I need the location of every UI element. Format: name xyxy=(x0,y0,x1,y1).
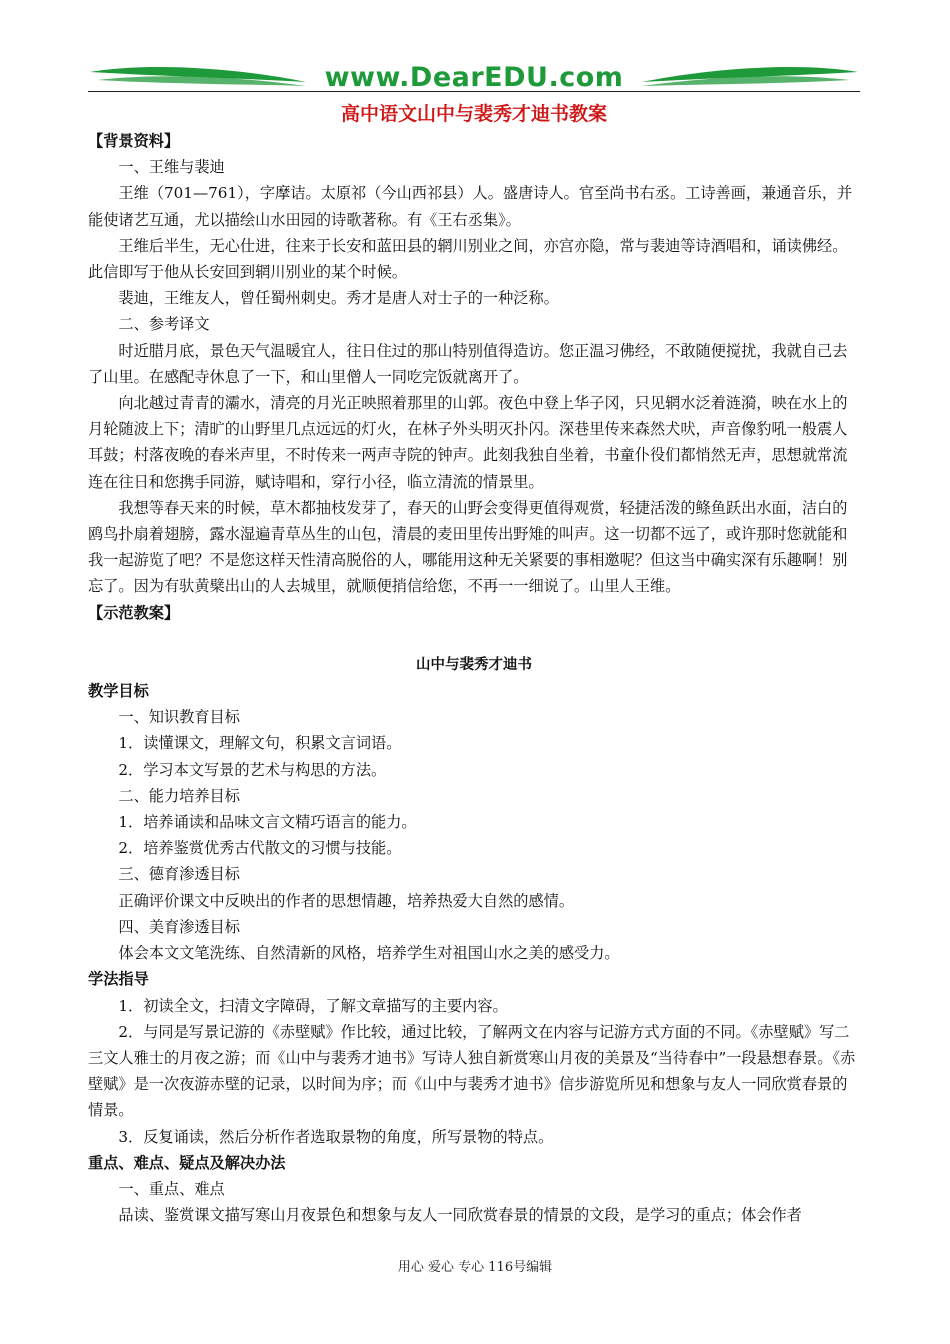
document-body xyxy=(88,128,860,1228)
subsection-title: 二、参考译文 xyxy=(118,315,210,334)
paragraph: 品读、鉴赏课文描写寒山月夜景色和想象与友人一同欣赏春景的情景的文段，是学习的重点；体会作者 xyxy=(118,1206,802,1225)
section-heading-keypoints: 重点、难点、疑点及解决办法 xyxy=(88,1153,286,1172)
header-rule xyxy=(88,91,860,92)
section-heading-plan: 【示范教案】 xyxy=(88,603,180,622)
paragraph: 王维后半生，无心仕进，往来于长安和蓝田县的辋川别业之间，亦宫亦隐，常与裴迪等诗酒唱和，诵读佛经。此信即写于他从长安回到辋川别业的某个时候。 xyxy=(88,236,848,282)
paragraph: 我想等春天来的时候，草木都抽枝发芽了，春天的山野会变得更值得观赏，轻捷活泼的鲦鱼跃出水面，洁白的鸥鸟扑扇着翅膀，露水湿遍青草丛生的山包，清晨的麦田里传出野雉的叫声。这一切都不远了，或许那时您就能和我一起游览了吧？不是您这样天性清高脱俗的人，哪能用这种无关紧要的事相邀呢？但这当中确实深有乐趣啊！别忘了。因为有驮黄檗出山的人去城里，就顺便捎信给您，不再一一细说了。山里人王维。 xyxy=(88,498,848,596)
subsection-title: 二、能力培养目标 xyxy=(118,786,240,805)
lesson-title: 山中与裴秀才迪书 xyxy=(416,655,532,673)
site-header xyxy=(88,60,860,98)
site-logo: www.DearEDU.com xyxy=(324,62,624,93)
paragraph: 正确评价课文中反映出的作者的思想情趣，培养热爱大自然的感情。 xyxy=(118,891,575,910)
list-item: 1．读懂课文，理解文句，积累文言词语。 xyxy=(118,734,402,753)
paragraph: 王维（701—761），字摩诘。太原祁（今山西祁县）人。盛唐诗人。官至尚书右丞。工诗善画，兼通音乐，并能使诸艺互通，尤以描绘山水田园的诗歌著称。有《王右丞集》。 xyxy=(88,184,853,229)
list-item: 2．培养鉴赏优秀古代散文的习惯与技能。 xyxy=(118,839,402,858)
document-title: 高中语文山中与裴秀才迪书教案 xyxy=(340,103,607,125)
list-item: 2．学习本文写景的艺术与构思的方法。 xyxy=(118,760,387,779)
blank-line xyxy=(88,626,860,652)
subsection-title: 一、重点、难点 xyxy=(118,1179,225,1198)
subsection-title: 一、王维与裴迪 xyxy=(118,158,225,177)
paragraph: 向北越过青青的灞水，清亮的月光正映照着那里的山郭。夜色中登上华子冈，只见辋水泛着涟漪，映在水上的月轮随波上下；清旷的山野里几点远远的灯火，在林子外头明灭扑闪。深巷里传来森然犬吠，声音像豹吼一般震人耳鼓；村落夜晚的春米声里，不时传来一两声寺院的钟声。此刻我独自坐着，书童仆役们都悄然无声，思想就常流连在往日和您携手同游，赋诗唱和，穿行小径，临立清流的情景里。 xyxy=(88,394,848,491)
list-item: 1．培养诵读和品味文言文精巧语言的能力。 xyxy=(118,813,417,832)
list-item: 2．与同是写景记游的《赤壁赋》作比较，通过比较，了解两文在内容与记游方式方面的不同。《赤壁赋》写二三文人雅士的月夜之游；而《山中与裴秀才迪书》写诗人独自新赏寒山月夜的美景及“当待春中”一段悬想春景。《赤壁赋》是一次夜游赤壁的记录，以时间为序；而《山中与裴秀才迪书》信步游览所见和想象与友人一同欣赏春景的情景。 xyxy=(88,1022,856,1120)
list-item: 3．反复诵读，然后分析作者选取景物的角度，所写景物的特点。 xyxy=(118,1127,554,1146)
list-item: 1．初读全文，扫清文字障碍，了解文章描写的主要内容。 xyxy=(118,996,508,1015)
subsection-title: 三、德育渗透目标 xyxy=(118,865,240,884)
page-footer: 用心 爱心 专心 116号编辑 xyxy=(397,1260,553,1275)
paragraph: 裴迪，王维友人，曾任蜀州刺史。秀才是唐人对士子的一种泛称。 xyxy=(118,289,559,308)
subsection-title: 一、知识教育目标 xyxy=(118,708,240,727)
section-heading-background: 【背景资料】 xyxy=(88,132,180,150)
subsection-title: 四、美育渗透目标 xyxy=(118,917,240,936)
paragraph: 时近腊月底，景色天气温暖宜人，往日住过的那山特别值得造访。您正温习佛经，不敢随便搅扰，我就自己去了山里。在感配寺休息了一下，和山里僧人一同吃完饭就离开了。 xyxy=(88,341,848,386)
section-heading-method: 学法指导 xyxy=(88,970,149,989)
paragraph: 体会本文文笔洗练、自然清新的风格，培养学生对祖国山水之美的感受力。 xyxy=(118,944,620,963)
section-heading-goals: 教学目标 xyxy=(88,682,149,701)
